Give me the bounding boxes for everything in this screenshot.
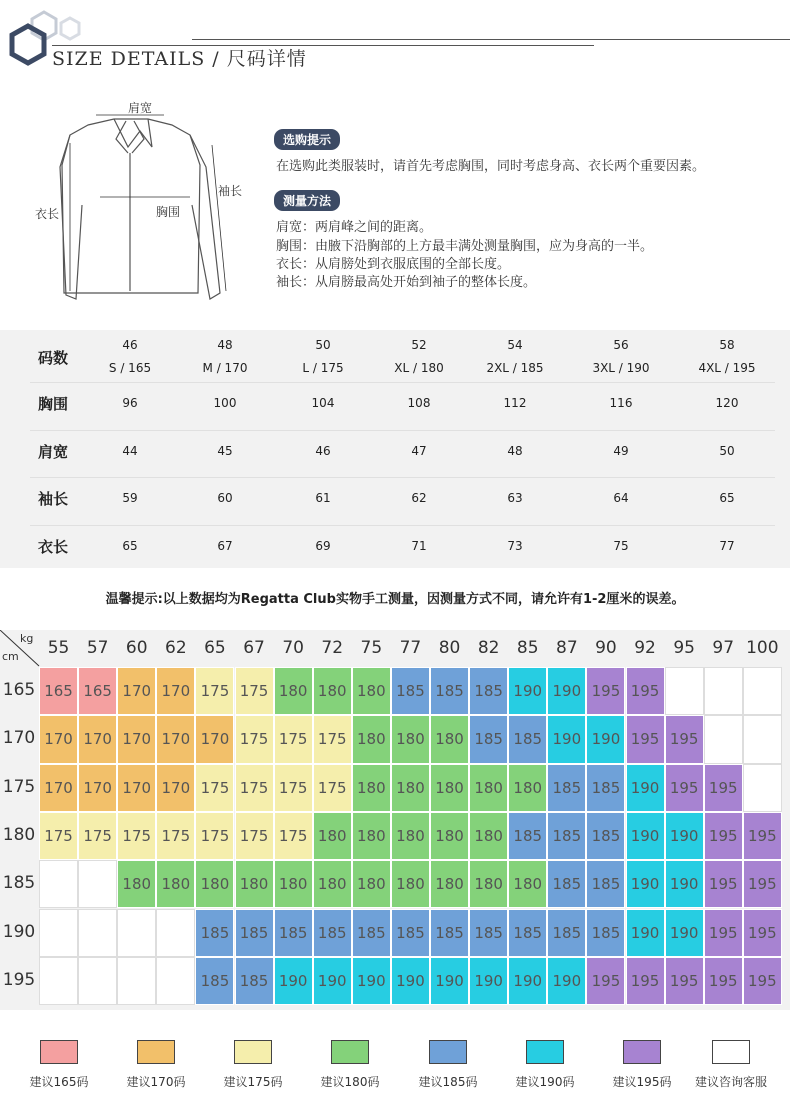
grid-cell: 185 <box>547 860 586 908</box>
grid-cell: 170 <box>156 764 195 812</box>
grid-cell: 180 <box>352 812 391 860</box>
legend-swatch <box>137 1040 175 1064</box>
grid-cell: 180 <box>391 715 430 763</box>
grid-cell: 180 <box>508 860 547 908</box>
size-recommendation-grid <box>0 630 790 1010</box>
size-label: 码数 <box>38 349 69 367</box>
size-number: 50 <box>315 338 331 352</box>
grid-cell: 190 <box>391 957 430 1005</box>
grid-cell: 190 <box>508 957 547 1005</box>
measure-value: 77 <box>719 539 735 553</box>
legend-label: 建议170码 <box>126 1075 186 1089</box>
grid-cell: 195 <box>586 667 625 715</box>
grid-cell: 195 <box>743 812 782 860</box>
size-code: 3XL / 190 <box>592 361 650 375</box>
grid-cell: 180 <box>195 860 234 908</box>
size-number: 56 <box>613 338 629 352</box>
grid-cell: 175 <box>156 812 195 860</box>
weight-header: 87 <box>556 638 578 658</box>
grid-cell: 175 <box>39 812 78 860</box>
grid-cell <box>704 667 743 715</box>
grid-cell: 185 <box>547 909 586 957</box>
size-number: 58 <box>719 338 735 352</box>
grid-cell: 190 <box>547 667 586 715</box>
grid-cell: 195 <box>626 957 665 1005</box>
grid-cell <box>665 667 704 715</box>
grid-cell: 195 <box>665 715 704 763</box>
grid-cell: 170 <box>117 764 156 812</box>
measure-line-sleeve: 袖长：从肩膀最高处开始到袖子的整体长度。 <box>276 275 537 290</box>
grid-cell: 175 <box>313 715 352 763</box>
grid-cell: 170 <box>39 715 78 763</box>
grid-cell: 170 <box>39 764 78 812</box>
grid-cell: 170 <box>195 715 234 763</box>
measure-value: 48 <box>507 444 523 458</box>
size-table <box>0 330 790 568</box>
measure-value: 75 <box>613 539 629 553</box>
grid-cell <box>39 957 78 1005</box>
grid-cell <box>78 860 117 908</box>
weight-header: 72 <box>321 638 344 658</box>
corner-divider <box>0 630 40 667</box>
size-code: M / 170 <box>202 361 248 375</box>
grid-cell: 175 <box>274 715 313 763</box>
grid-cell: 195 <box>586 957 625 1005</box>
grid-cell: 165 <box>78 667 117 715</box>
label-sleeve: 袖长 <box>218 184 243 198</box>
grid-cell: 190 <box>586 715 625 763</box>
weight-header: 70 <box>282 638 304 658</box>
size-code: S / 165 <box>108 361 152 375</box>
grid-cell: 185 <box>547 812 586 860</box>
grid-cell: 195 <box>665 957 704 1005</box>
page-title: SIZE DETAILS / 尺码详情 <box>52 48 307 70</box>
height-header: 190 <box>2 921 36 942</box>
legend-label: 建议185码 <box>418 1075 478 1089</box>
grid-cell: 195 <box>704 764 743 812</box>
grid-cell: 195 <box>704 909 743 957</box>
measure-value: 47 <box>411 444 427 458</box>
height-header: 195 <box>2 969 36 990</box>
grid-cell: 175 <box>235 715 274 763</box>
grid-cell: 180 <box>430 860 469 908</box>
measure-value: 100 <box>213 396 237 410</box>
weight-header: 80 <box>438 638 461 658</box>
grid-cell: 180 <box>430 812 469 860</box>
measure-row-label: 胸围 <box>38 395 69 413</box>
grid-cell: 190 <box>430 957 469 1005</box>
weight-header: 57 <box>86 638 109 658</box>
measure-value: 49 <box>613 444 629 458</box>
height-header: 175 <box>2 776 36 797</box>
measure-value: 73 <box>507 539 523 553</box>
measure-value: 61 <box>315 491 331 505</box>
grid-cell: 185 <box>586 860 625 908</box>
grid-cell: 170 <box>156 715 195 763</box>
grid-cell: 180 <box>274 860 313 908</box>
grid-cell: 180 <box>391 812 430 860</box>
grid-cell: 175 <box>117 812 156 860</box>
grid-cell: 180 <box>391 764 430 812</box>
grid-cell: 190 <box>626 909 665 957</box>
grid-cell: 180 <box>469 812 508 860</box>
grid-cell: 175 <box>195 667 234 715</box>
grid-cell: 185 <box>508 715 547 763</box>
size-number: 54 <box>507 338 523 352</box>
measure-value: 65 <box>122 539 138 553</box>
grid-cell <box>39 909 78 957</box>
grid-cell <box>704 715 743 763</box>
weight-header: 60 <box>125 638 148 658</box>
legend-label: 建议190码 <box>515 1075 575 1089</box>
measure-value: 65 <box>719 491 735 505</box>
grid-cell <box>156 957 195 1005</box>
grid-cell <box>743 764 782 812</box>
measure-row-label: 衣长 <box>38 538 69 556</box>
measure-value: 60 <box>217 491 233 505</box>
label-chest: 胸围 <box>156 205 181 219</box>
row-separator <box>30 382 775 383</box>
weight-header: 90 <box>595 638 617 658</box>
legend-swatch <box>526 1040 564 1064</box>
height-header: 165 <box>2 680 36 700</box>
measure-value: 69 <box>315 539 331 553</box>
grid-cell <box>39 860 78 908</box>
weight-header: 75 <box>360 638 383 658</box>
grid-cell: 185 <box>508 909 547 957</box>
measure-tip-badge: 测量方法 <box>274 190 340 211</box>
grid-cell <box>117 957 156 1005</box>
grid-cell: 195 <box>704 812 743 860</box>
size-number: 52 <box>411 338 427 352</box>
grid-cell: 190 <box>469 957 508 1005</box>
grid-cell: 195 <box>704 957 743 1005</box>
grid-cell: 180 <box>391 860 430 908</box>
grid-cell: 175 <box>274 812 313 860</box>
grid-cell: 185 <box>391 909 430 957</box>
grid-cell: 175 <box>313 764 352 812</box>
grid-cell: 190 <box>626 764 665 812</box>
grid-cell: 175 <box>274 764 313 812</box>
grid-cell: 185 <box>586 812 625 860</box>
measure-value: 108 <box>407 396 431 410</box>
grid-cell: 180 <box>352 715 391 763</box>
measure-value: 45 <box>217 444 233 458</box>
grid-cell: 180 <box>469 860 508 908</box>
row-separator <box>30 525 775 526</box>
grid-cell: 190 <box>313 957 352 1005</box>
weight-header: 100 <box>746 638 779 658</box>
grid-cell: 190 <box>626 860 665 908</box>
legend-label: 建议180码 <box>320 1075 380 1089</box>
grid-cell: 195 <box>743 957 782 1005</box>
grid-cell: 180 <box>313 812 352 860</box>
measure-value: 112 <box>503 396 527 410</box>
grid-cell: 185 <box>586 909 625 957</box>
grid-cell: 195 <box>704 860 743 908</box>
weight-header: 95 <box>673 638 695 658</box>
label-shoulder: 肩宽 <box>128 101 153 115</box>
grid-cell: 180 <box>430 715 469 763</box>
height-header: 180 <box>2 824 36 845</box>
legend-swatch <box>40 1040 78 1064</box>
measure-value: 64 <box>613 491 629 505</box>
measure-row-label: 袖长 <box>38 490 69 508</box>
grid-cell: 180 <box>117 860 156 908</box>
grid-cell: 170 <box>78 715 117 763</box>
legend-swatch <box>331 1040 369 1064</box>
grid-cell: 190 <box>352 957 391 1005</box>
grid-cell: 185 <box>430 909 469 957</box>
weight-header: 65 <box>204 638 226 658</box>
grid-cell: 185 <box>430 667 469 715</box>
weight-header: 67 <box>243 638 265 658</box>
size-number: 46 <box>122 338 138 352</box>
kg-label: kg <box>20 632 34 645</box>
grid-cell <box>156 909 195 957</box>
label-length: 衣长 <box>35 207 60 221</box>
grid-cell: 170 <box>156 667 195 715</box>
measure-line-chest: 胸围：由腋下沿胸部的上方最丰满处测量胸围，应为身高的一半。 <box>276 239 654 254</box>
size-code: 4XL / 195 <box>698 361 756 375</box>
grid-cell <box>117 909 156 957</box>
grid-cell: 180 <box>508 764 547 812</box>
grid-cell: 190 <box>508 667 547 715</box>
grid-cell: 180 <box>313 860 352 908</box>
measure-value: 71 <box>411 539 427 553</box>
grid-cell: 185 <box>469 667 508 715</box>
grid-cell: 195 <box>626 667 665 715</box>
grid-cell: 195 <box>743 860 782 908</box>
grid-cell: 190 <box>626 812 665 860</box>
measure-value: 63 <box>507 491 523 505</box>
measure-value: 44 <box>122 444 138 458</box>
grid-cell <box>78 957 117 1005</box>
grid-cell: 180 <box>469 764 508 812</box>
grid-cell: 180 <box>274 667 313 715</box>
grid-cell: 175 <box>235 812 274 860</box>
weight-header: 97 <box>712 638 735 658</box>
grid-cell: 180 <box>352 860 391 908</box>
legend-label: 建议咨询客服 <box>694 1075 767 1089</box>
grid-cell <box>743 667 782 715</box>
legend-label: 建议175码 <box>223 1075 283 1089</box>
grid-cell: 190 <box>547 715 586 763</box>
grid-cell: 195 <box>743 909 782 957</box>
row-separator <box>30 477 775 478</box>
weight-header: 82 <box>477 638 500 658</box>
measure-value: 46 <box>315 444 331 458</box>
grid-cell: 185 <box>547 764 586 812</box>
grid-cell: 180 <box>156 860 195 908</box>
grid-cell: 185 <box>586 764 625 812</box>
grid-cell: 185 <box>313 909 352 957</box>
weight-header: 77 <box>399 638 422 658</box>
grid-cell: 195 <box>626 715 665 763</box>
grid-cell: 175 <box>235 764 274 812</box>
grid-cell: 190 <box>547 957 586 1005</box>
warm-tip: 温馨提示:以上数据均为Regatta Club实物手工测量，因测量方式不同，请允许有1-2厘米的误差。 <box>105 592 685 607</box>
measure-value: 96 <box>122 396 138 410</box>
grid-cell: 190 <box>665 860 704 908</box>
select-tip-badge: 选购提示 <box>274 129 340 150</box>
select-tip-text: 在选购此类服装时，请首先考虑胸围，同时考虑身高、衣长两个重要因素。 <box>276 159 706 174</box>
grid-cell: 175 <box>235 667 274 715</box>
grid-cell: 170 <box>78 764 117 812</box>
grid-cell: 185 <box>235 909 274 957</box>
grid-cell: 175 <box>78 812 117 860</box>
grid-cell: 190 <box>665 909 704 957</box>
grid-cell: 185 <box>195 957 234 1005</box>
legend-label: 建议165码 <box>29 1075 89 1089</box>
grid-cell: 180 <box>235 860 274 908</box>
row-separator <box>30 430 775 431</box>
grid-cell: 175 <box>195 812 234 860</box>
grid-cell: 180 <box>352 667 391 715</box>
grid-cell: 185 <box>274 909 313 957</box>
height-header: 170 <box>2 728 36 749</box>
weight-header: 62 <box>165 638 187 658</box>
size-code: L / 175 <box>302 361 344 375</box>
shirt-diagram <box>30 95 250 305</box>
legend-swatch <box>234 1040 272 1064</box>
height-header: 185 <box>2 873 36 894</box>
measure-value: 104 <box>311 396 335 410</box>
measure-row-label: 肩宽 <box>38 443 69 461</box>
grid-cell: 175 <box>195 764 234 812</box>
size-code: 2XL / 185 <box>486 361 544 375</box>
measure-line-length: 衣长：从肩膀处到衣服底围的全部长度。 <box>276 257 511 272</box>
grid-cell: 185 <box>469 909 508 957</box>
weight-header: 55 <box>47 638 70 658</box>
legend-swatch <box>623 1040 661 1064</box>
grid-cell: 185 <box>195 909 234 957</box>
grid-cell <box>78 909 117 957</box>
legend-swatch <box>429 1040 467 1064</box>
grid-cell: 185 <box>391 667 430 715</box>
grid-cell: 180 <box>313 667 352 715</box>
measure-value: 50 <box>719 444 735 458</box>
measure-value: 116 <box>609 396 633 410</box>
grid-cell: 170 <box>117 667 156 715</box>
grid-cell: 185 <box>235 957 274 1005</box>
measure-line-shoulder: 肩宽：两肩峰之间的距离。 <box>276 220 433 235</box>
grid-cell: 165 <box>39 667 78 715</box>
measure-value: 59 <box>122 491 138 505</box>
grid-cell <box>743 715 782 763</box>
measure-value: 67 <box>217 539 233 553</box>
cm-label: cm <box>2 650 19 663</box>
legend-swatch <box>712 1040 750 1064</box>
grid-cell: 190 <box>665 812 704 860</box>
header-rule-top <box>192 39 790 40</box>
grid-cell: 185 <box>508 812 547 860</box>
size-number: 48 <box>217 338 233 352</box>
size-code: XL / 180 <box>394 361 444 375</box>
grid-cell: 180 <box>430 764 469 812</box>
measure-value: 120 <box>715 396 739 410</box>
legend-label: 建议195码 <box>612 1075 672 1089</box>
measure-value: 62 <box>411 491 427 505</box>
grid-cell: 185 <box>352 909 391 957</box>
grid-cell: 185 <box>469 715 508 763</box>
grid-cell: 180 <box>352 764 391 812</box>
weight-header: 92 <box>634 638 656 658</box>
grid-cell: 170 <box>117 715 156 763</box>
weight-header: 85 <box>516 638 539 658</box>
grid-cell: 190 <box>274 957 313 1005</box>
grid-cell: 195 <box>665 764 704 812</box>
